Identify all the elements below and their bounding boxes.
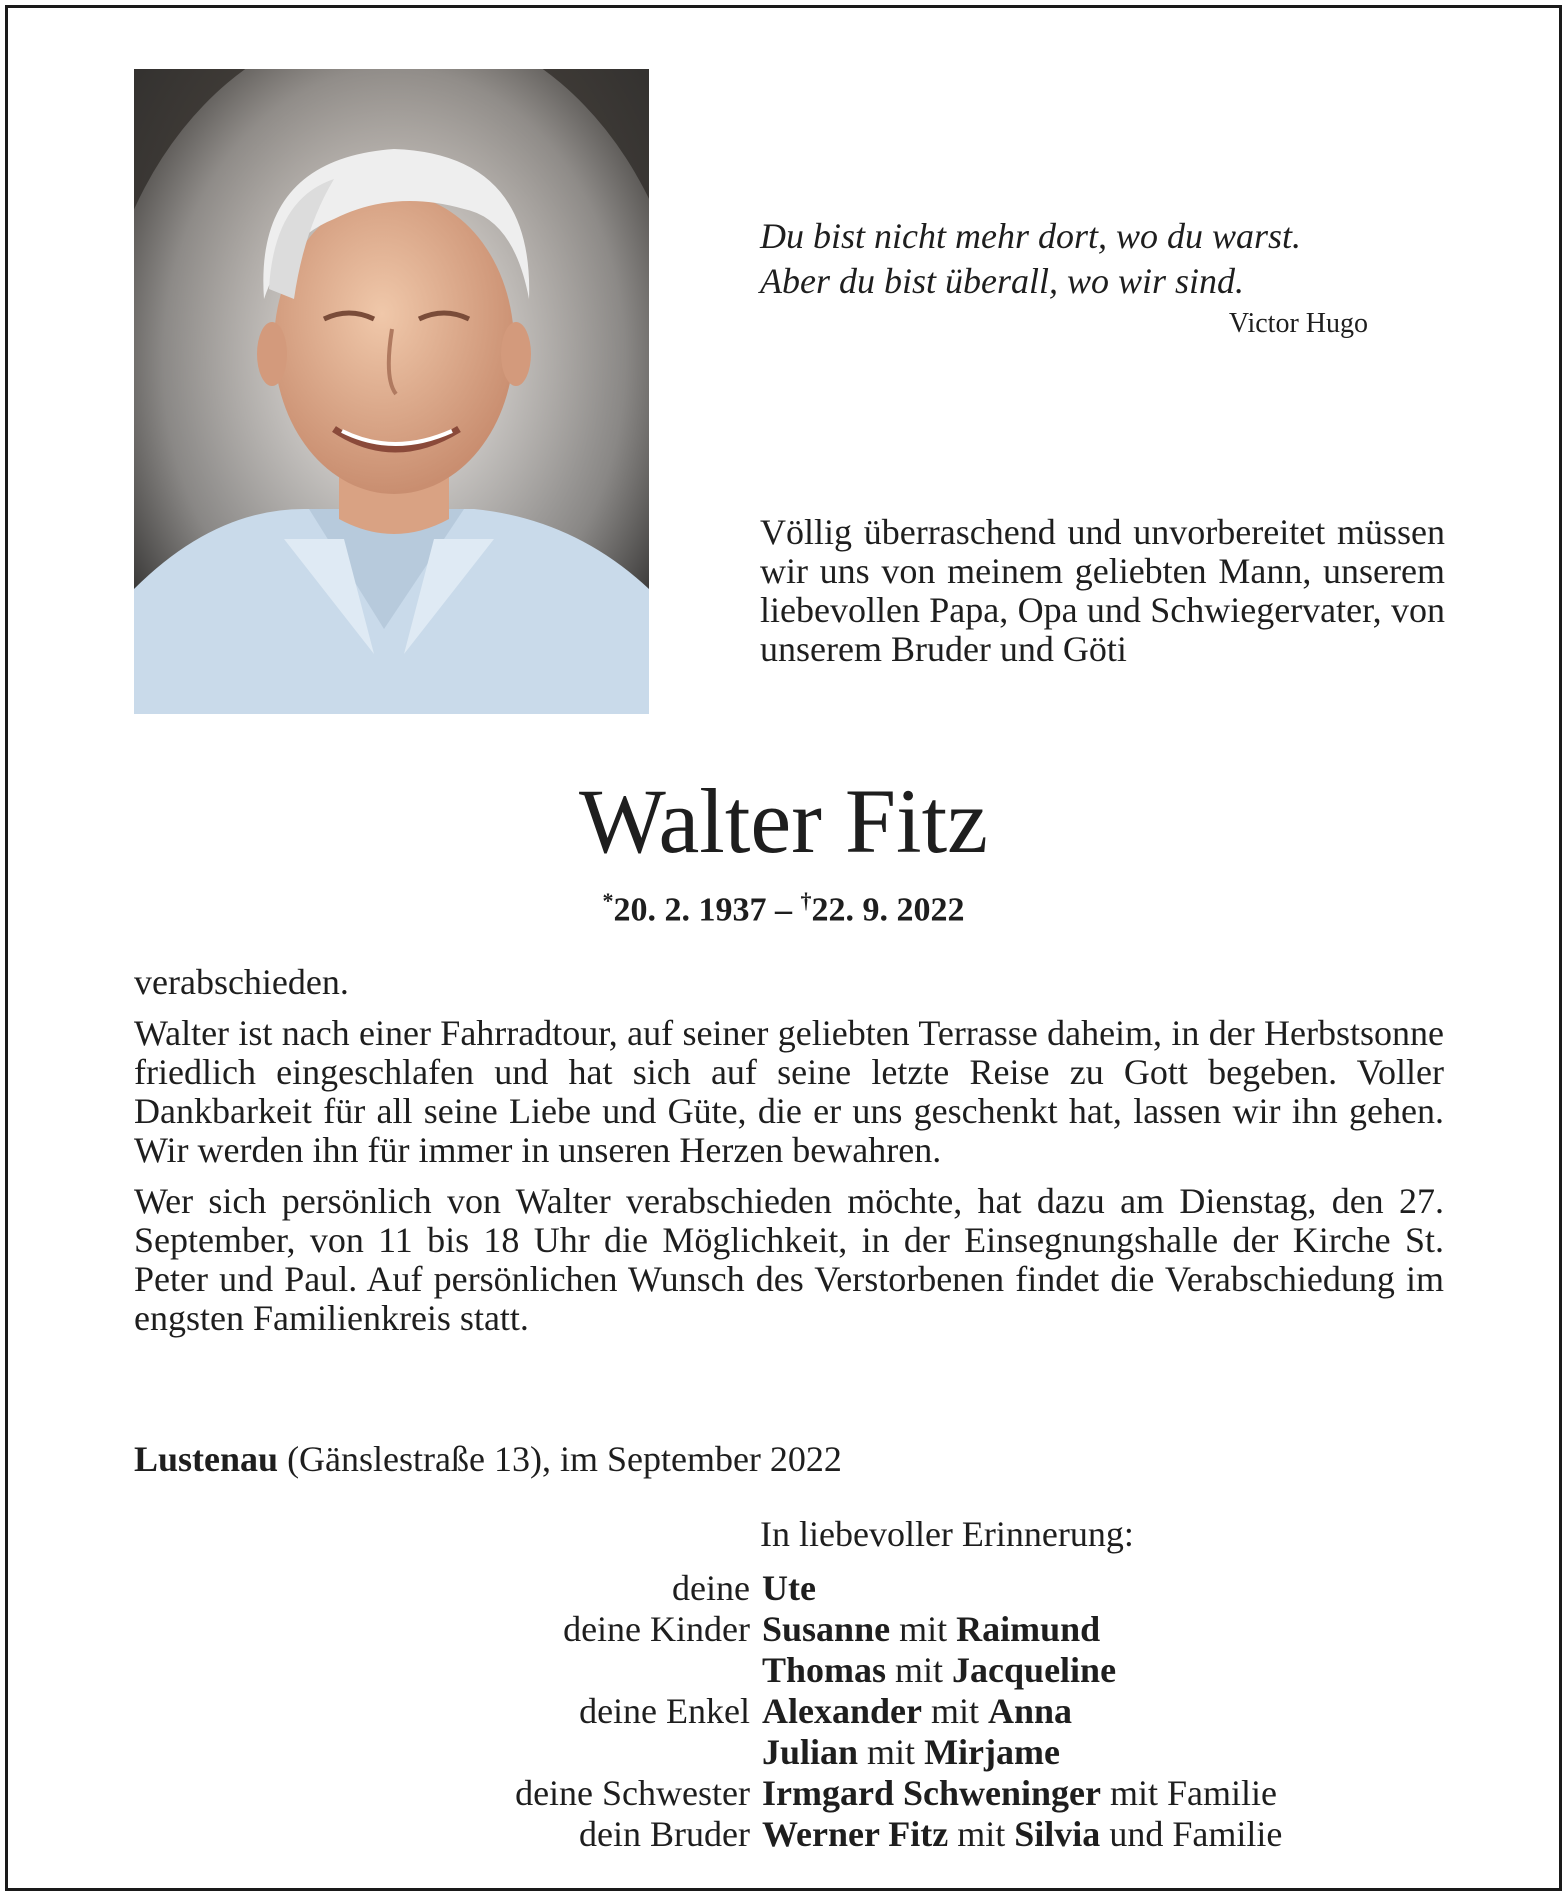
family-names (762, 1773, 1277, 1814)
family-row (308, 1650, 1458, 1691)
place-town: Lustenau (134, 1439, 279, 1479)
place-date-line (134, 1438, 842, 1480)
family-relation: dein Bruder (579, 1814, 750, 1854)
family-connector: mit (858, 1732, 925, 1772)
family-member-name: Julian (762, 1732, 859, 1772)
portrait-photo (134, 69, 649, 714)
family-connector: mit (948, 1814, 1015, 1854)
family-connector: mit (921, 1691, 988, 1731)
portrait-image (134, 69, 649, 714)
family-relation: deine Schwester (515, 1773, 750, 1813)
death-symbol: † (800, 888, 812, 913)
obituary-page (5, 5, 1562, 1891)
body-paragraph-1: Walter ist nach einer Fahrradtour, auf seiner geliebten Terrasse daheim, in der Herbstsonne friedlich eingeschlafen und hat sich auf seine letzte Reise zu Gott begeben. Voller Dankbarkeit für all seine Liebe und Güte, die er uns geschenkt hat, lassen wir ihn gehen. Wir werden ihn für immer in unseren Herzen bewahren. (134, 1013, 1444, 1170)
family-connector: mit Familie (1100, 1773, 1277, 1813)
family-relation: deine Enkel (579, 1691, 750, 1731)
quote-line-2: Aber du bist überall, wo wir sind. (760, 261, 1245, 301)
body-text (134, 963, 1444, 1350)
death-date: 22. 9. 2022 (811, 891, 965, 929)
quote-line-1: Du bist nicht mehr dort, wo du warst. (760, 216, 1302, 256)
family-names (762, 1568, 816, 1609)
family-row (308, 1691, 1458, 1732)
quote-author: Victor Hugo (1228, 308, 1368, 339)
life-dates (8, 888, 1559, 929)
family-relation (308, 1732, 762, 1773)
quote-block (760, 214, 1360, 304)
deceased-name: Walter Fitz (578, 770, 988, 872)
family-connector: und Familie (1100, 1814, 1283, 1854)
family-relation: deine Kinder (563, 1609, 750, 1649)
body-paragraph-0: verabschieden. (134, 962, 349, 1002)
family-member-name: Susanne (762, 1609, 891, 1649)
family-names (762, 1732, 1060, 1773)
place-details: (Gänslestraße 13), im September 2022 (278, 1439, 842, 1479)
family-row (308, 1814, 1458, 1855)
family-connector: mit (886, 1650, 953, 1690)
body-paragraph-2: Wer sich persönlich von Walter verabschieden möchte, hat dazu am Dienstag, den 27. September, von 11 bis 18 Uhr die Möglichkeit, in der Einsegnungshalle der Kirche St. Peter und Paul. Auf persönlichen Wunsch des Verstorbenen findet die Verabschiedung im engsten Familienkreis statt. (134, 1181, 1444, 1338)
family-member-name: Silvia (1014, 1814, 1101, 1854)
family-member-name: Irmgard Schweninger (762, 1773, 1101, 1813)
family-relation (308, 1650, 762, 1691)
family-connector: mit (890, 1609, 957, 1649)
intro-text: Völlig überraschend und unvorbereitet müssen wir uns von meinem geliebten Mann, unserem liebevollen Papa, Opa und Schwiegervater, von unserem Bruder und Göti (760, 512, 1445, 669)
date-separator: – (766, 891, 801, 929)
family-member-name: Anna (988, 1691, 1073, 1731)
family-relation: deine (672, 1568, 750, 1608)
birth-symbol: * (602, 888, 614, 913)
family-member-name: Raimund (956, 1609, 1101, 1649)
family-row (308, 1773, 1458, 1814)
family-row (308, 1609, 1458, 1650)
family-member-name: Thomas (762, 1650, 887, 1690)
family-member-name: Jacqueline (952, 1650, 1117, 1690)
birth-date: 20. 2. 1937 (613, 891, 767, 929)
family-row (308, 1568, 1458, 1609)
family-member-name: Alexander (762, 1691, 922, 1731)
family-list (308, 1568, 1458, 1855)
family-names (762, 1609, 1100, 1650)
family-member-name: Mirjame (924, 1732, 1060, 1772)
remembrance-heading: In liebevoller Erinnerung: (760, 1514, 1134, 1554)
family-names (762, 1814, 1282, 1855)
family-member-name: Werner Fitz (762, 1814, 949, 1854)
family-member-name: Ute (762, 1568, 816, 1608)
family-names (762, 1691, 1072, 1732)
family-row (308, 1732, 1458, 1773)
family-names (762, 1650, 1116, 1691)
